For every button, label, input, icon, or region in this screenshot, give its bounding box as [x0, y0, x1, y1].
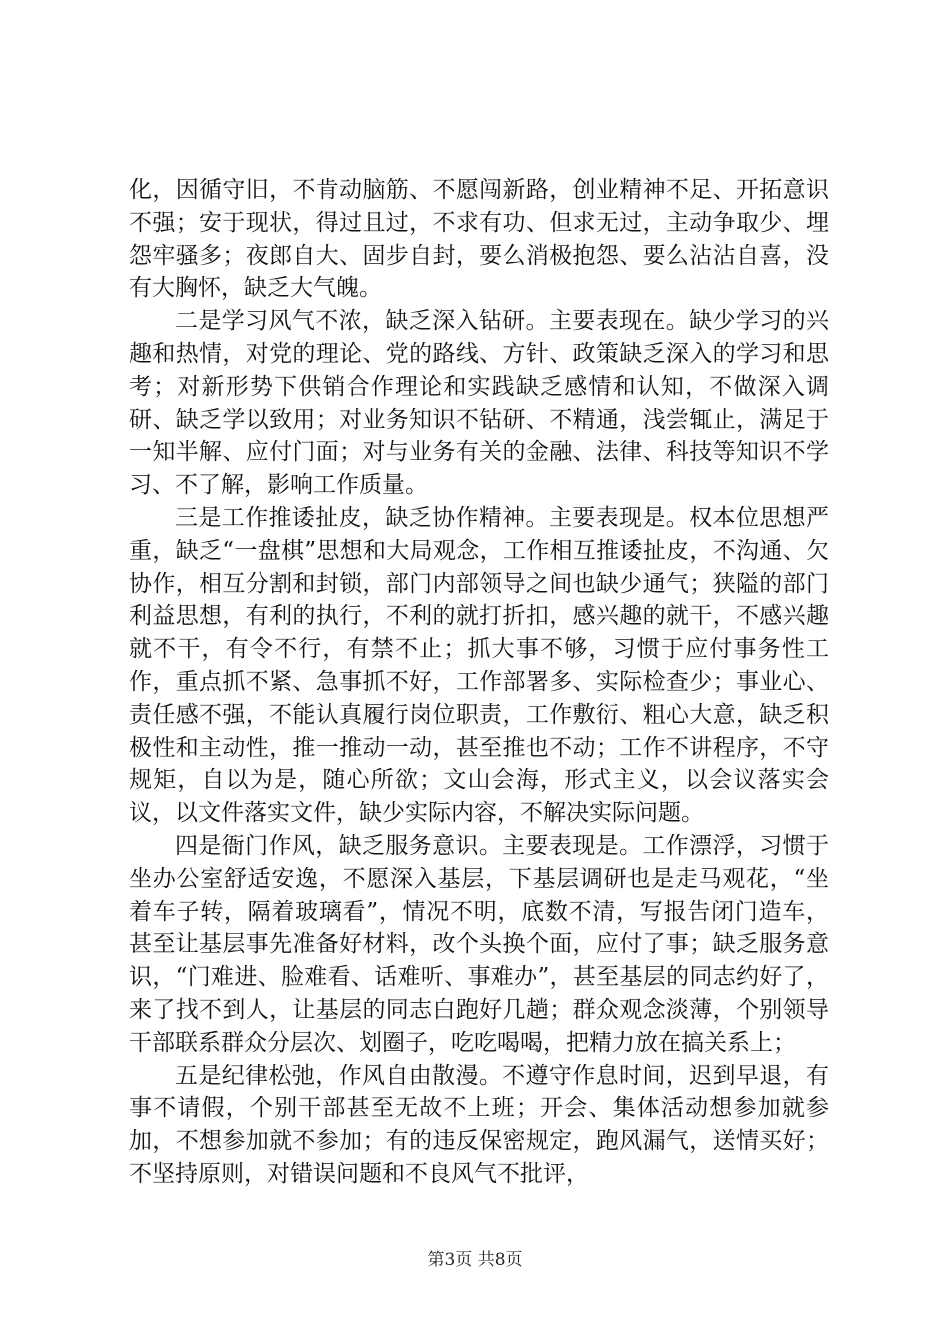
- page-number-footer: 第3页 共8页: [427, 1250, 523, 1270]
- paragraph-continuation: 化，因循守旧，不肯动脑筋、不愿闯新路，创业精神不足、开拓意识不强；安于现状，得过且过，不求有功、但求无过，主动争取少、埋怨牢骚多；夜郎自大、固步自封，要么消极抱怨、要么沾沾自喜，没有大胸怀，缺乏大气魄。: [129, 177, 829, 302]
- paragraph-lax-discipline: 五是纪律松弛，作风自由散漫。不遵守作息时间，迟到早退，有事不请假，个别干部甚至无故不上班；开会、集体活动想参加就参加，不想参加就不参加；有的违反保密规定，跑风漏气，送情买好；不坚持原则，对错误问题和不良风气不批评，: [129, 1062, 829, 1187]
- paragraph-work-shirking: 三是工作推诿扯皮，缺乏协作精神。主要表现是。权本位思想严重，缺乏“一盘棋”思想和大局观念，工作相互推诿扯皮，不沟通、欠协作，相互分割和封锁，部门内部领导之间也缺少通气；狭隘的部门利益思想，有利的执行，不利的就打折扣，感兴趣的就干，不感兴趣就不干，有令不行，有禁不止；抓大事不够，习惯于应付事务性工作，重点抓不紧、急事抓不好，工作部署多、实际检查少；事业心、责任感不强，不能认真履行岗位职责，工作敷衍、粗心大意，缺乏积极性和主动性，推一推动一动，甚至推也不动；工作不讲程序，不守规矩，自以为是，随心所欲；文山会海，形式主义，以会议落实会议，以文件落实文件，缺少实际内容，不解决实际问题。: [129, 504, 829, 827]
- document-body: [129, 174, 829, 1191]
- paragraph-bureaucratic-style: 四是衙门作风，缺乏服务意识。主要表现是。工作漂浮，习惯于坐办公室舒适安逸，不愿深入基层，下基层调研也是走马观花，“坐着车子转，隔着玻璃看”，情况不明，底数不清，写报告闭门造车，甚至让基层事先准备好材料，改个头换个面，应付了事；缺乏服务意识，“门难进、脸难看、话难听、事难办”，甚至基层的同志约好了，来了找不到人，让基层的同志白跑好几趟；群众观念淡薄，个别领导干部联系群众分层次、划圈子，吃吃喝喝，把精力放在搞关系上；: [129, 832, 829, 1056]
- paragraph-learning-atmosphere: 二是学习风气不浓，缺乏深入钻研。主要表现在。缺少学习的兴趣和热情，对党的理论、党的路线、方针、政策缺乏深入的学习和思考；对新形势下供销合作理论和实践缺乏感情和认知，不做深入调研、缺乏学以致用；对业务知识不钻研、不精通，浅尝辄止，满足于一知半解、应付门面；对与业务有关的金融、法律、科技等知识不学习、不了解，影响工作质量。: [129, 308, 829, 499]
